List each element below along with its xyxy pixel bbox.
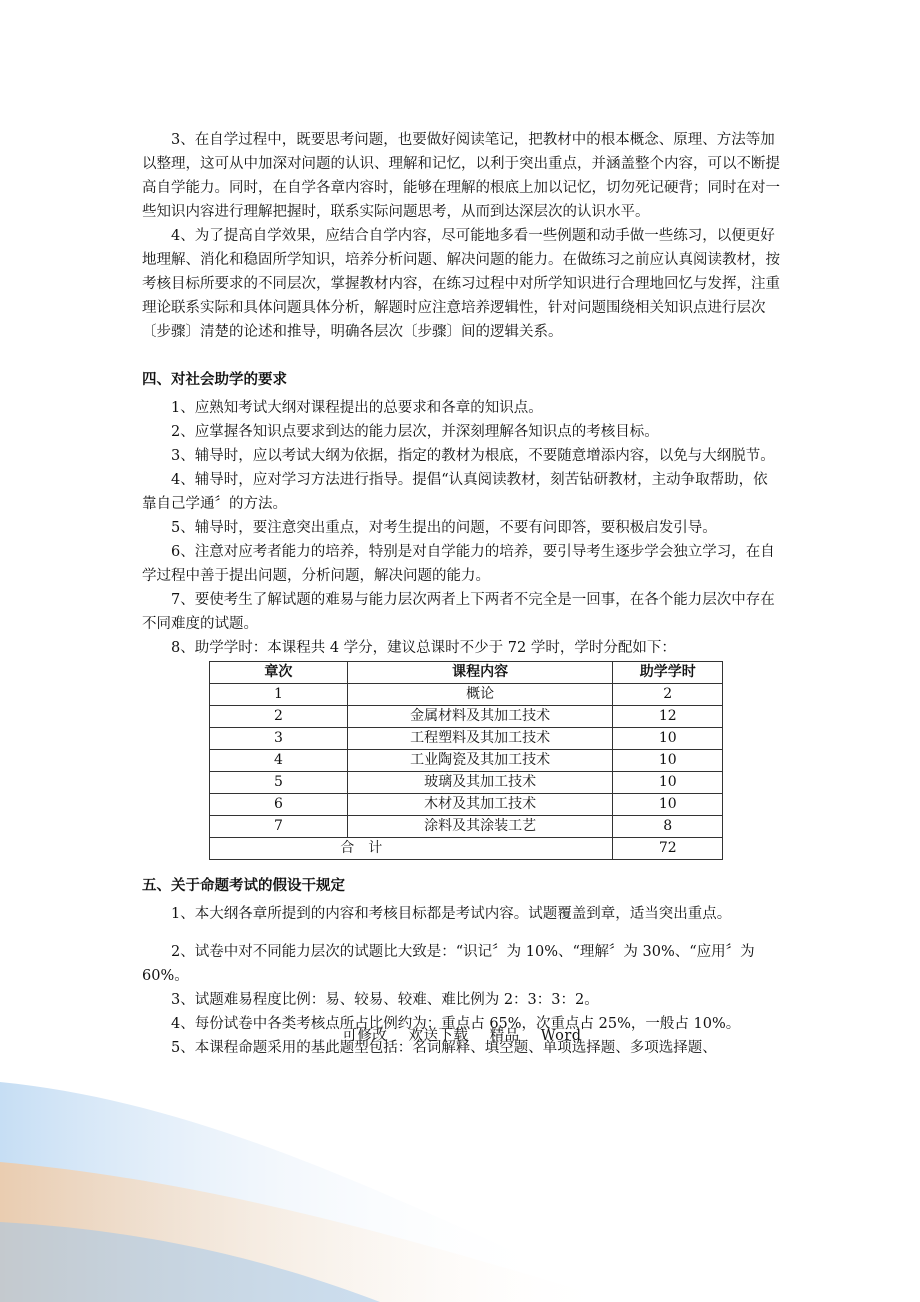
cell-chapter: 3: [210, 728, 348, 750]
background-wave-decoration: [0, 1042, 920, 1302]
table-row: [210, 684, 723, 706]
list-item: 2、试卷中对不同能力层次的试题比大致是：“识记〞为 10%、“理解〞为 30%、“应用〞为 60%。: [142, 944, 755, 984]
table-row: [210, 794, 723, 816]
list-item: 5、本课程命题采用的基此题型包括：名词解释、填空题、单项选择题、多项选择题、: [171, 1040, 717, 1056]
table-row: [210, 816, 723, 838]
cell-hours: 10: [613, 728, 723, 750]
cell-hours: 10: [613, 772, 723, 794]
cell-chapter: 2: [210, 706, 348, 728]
paragraph-3: 3、在自学过程中，既要思考问题，也要做好阅读笔记，把教材中的根本概念、原理、方法等加以整理，这可从中加深对问题的认识、理解和记忆，以利于突出重点，并涵盖整个内容，可以不断提高自学能力。同时，在自学各章内容时，能够在理解的根底上加以记忆，切勿死记硬背；同时在对一些知识内容进行理解把握时，联系实际问题思考，从而到达深层次的认识水平。: [142, 132, 780, 220]
cell-content: 玻璃及其加工技术: [347, 772, 613, 794]
cell-chapter: 4: [210, 750, 348, 772]
paragraph-4: 4、为了提高自学效果，应结合自学内容，尽可能地多看一些例题和动手做一些练习，以便更好地理解、消化和稳固所学知识，培养分析问题、解决问题的能力。在做练习之前应认真阅读教材，按考核目标所要求的不同层次，掌握教材内容，在练习过程中对所学知识进行合理地回忆与发挥，注重理论联系实际和具体问题具体分析，解题时应注意培养逻辑性，针对问题围绕相关知识点进行层次〔步骤〕清楚的论述和推导，明确各层次〔步骤〕间的逻辑关系。: [142, 228, 780, 340]
list-item: 2、应掌握各知识点要求到达的能力层次，并深刻理解各知识点的考核目标。: [171, 424, 659, 440]
header-chapter: 章次: [210, 662, 348, 684]
table-row: [210, 706, 723, 728]
cell-hours: 8: [613, 816, 723, 838]
footer-item: Word: [540, 1028, 582, 1044]
course-hours-table: [209, 661, 723, 860]
header-hours: 助学学时: [613, 662, 723, 684]
table-row: [210, 728, 723, 750]
cell-hours: 10: [613, 750, 723, 772]
cell-chapter: 7: [210, 816, 348, 838]
cell-hours: 2: [613, 684, 723, 706]
cell-content: 木材及其加工技术: [347, 794, 613, 816]
list-item: 4、每份试卷中各类考核点所占比例约为：重点占 65%，次重点占 25%，一般占 10%。: [171, 1016, 741, 1032]
table-header-row: [210, 662, 723, 684]
cell-chapter: 6: [210, 794, 348, 816]
section-title-5: 五、关于命题考试的假设干规定: [142, 878, 345, 894]
list-item: 4、辅导时，应对学习方法进行指导。提倡“认真阅读教材，刻苦钻研教材，主动争取帮助，依靠自己学通〞的方法。: [142, 472, 768, 512]
list-item: 1、应熟知考试大纲对课程提出的总要求和各章的知识点。: [171, 400, 543, 416]
footer-item: 精品: [489, 1028, 520, 1044]
table-row: [210, 772, 723, 794]
footer-item: 可修改: [342, 1028, 388, 1044]
cell-total-label: 合 计: [210, 838, 613, 860]
document-page: [142, 128, 782, 1060]
page-footer: [142, 1024, 782, 1048]
section-title-4: 四、对社会助学的要求: [142, 372, 287, 388]
list-item: 1、本大纲各章所提到的内容和考核目标都是考试内容。试题覆盖到章，适当突出重点。: [171, 906, 732, 922]
list-item: 5、辅导时，要注意突出重点，对考生提出的问题，不要有问即答，要积极启发引导。: [171, 520, 717, 536]
list-item: 3、试题难易程度比例：易、较易、较难、难比例为 2：3：3：2。: [171, 992, 599, 1008]
cell-content: 金属材料及其加工技术: [347, 706, 613, 728]
cell-hours: 12: [613, 706, 723, 728]
cell-content: 涂料及其涂装工艺: [347, 816, 613, 838]
cell-chapter: 5: [210, 772, 348, 794]
cell-total-hours: 72: [613, 838, 723, 860]
list-item: 3、辅导时，应以考试大纲为依据，指定的教材为根底，不要随意增添内容，以免与大纲脱节。: [171, 448, 775, 464]
table-total-row: [210, 838, 723, 860]
table-row: [210, 750, 723, 772]
cell-content: 概论: [347, 684, 613, 706]
list-item: 7、要使考生了解试题的难易与能力层次两者上下两者不完全是一回事，在各个能力层次中存在不同难度的试题。: [142, 592, 775, 632]
cell-content: 工业陶瓷及其加工技术: [347, 750, 613, 772]
footer-item: 欢送下载: [408, 1028, 469, 1044]
header-content: 课程内容: [347, 662, 613, 684]
list-item: 6、注意对应考者能力的培养，特别是对自学能力的培养，要引导考生逐步学会独立学习，在自学过程中善于提出问题，分析问题，解决问题的能力。: [142, 544, 775, 584]
list-item: 8、助学学时：本课程共 4 学分，建议总课时不少于 72 学时，学时分配如下：: [171, 640, 676, 656]
cell-content: 工程塑料及其加工技术: [347, 728, 613, 750]
cell-chapter: 1: [210, 684, 348, 706]
cell-hours: 10: [613, 794, 723, 816]
